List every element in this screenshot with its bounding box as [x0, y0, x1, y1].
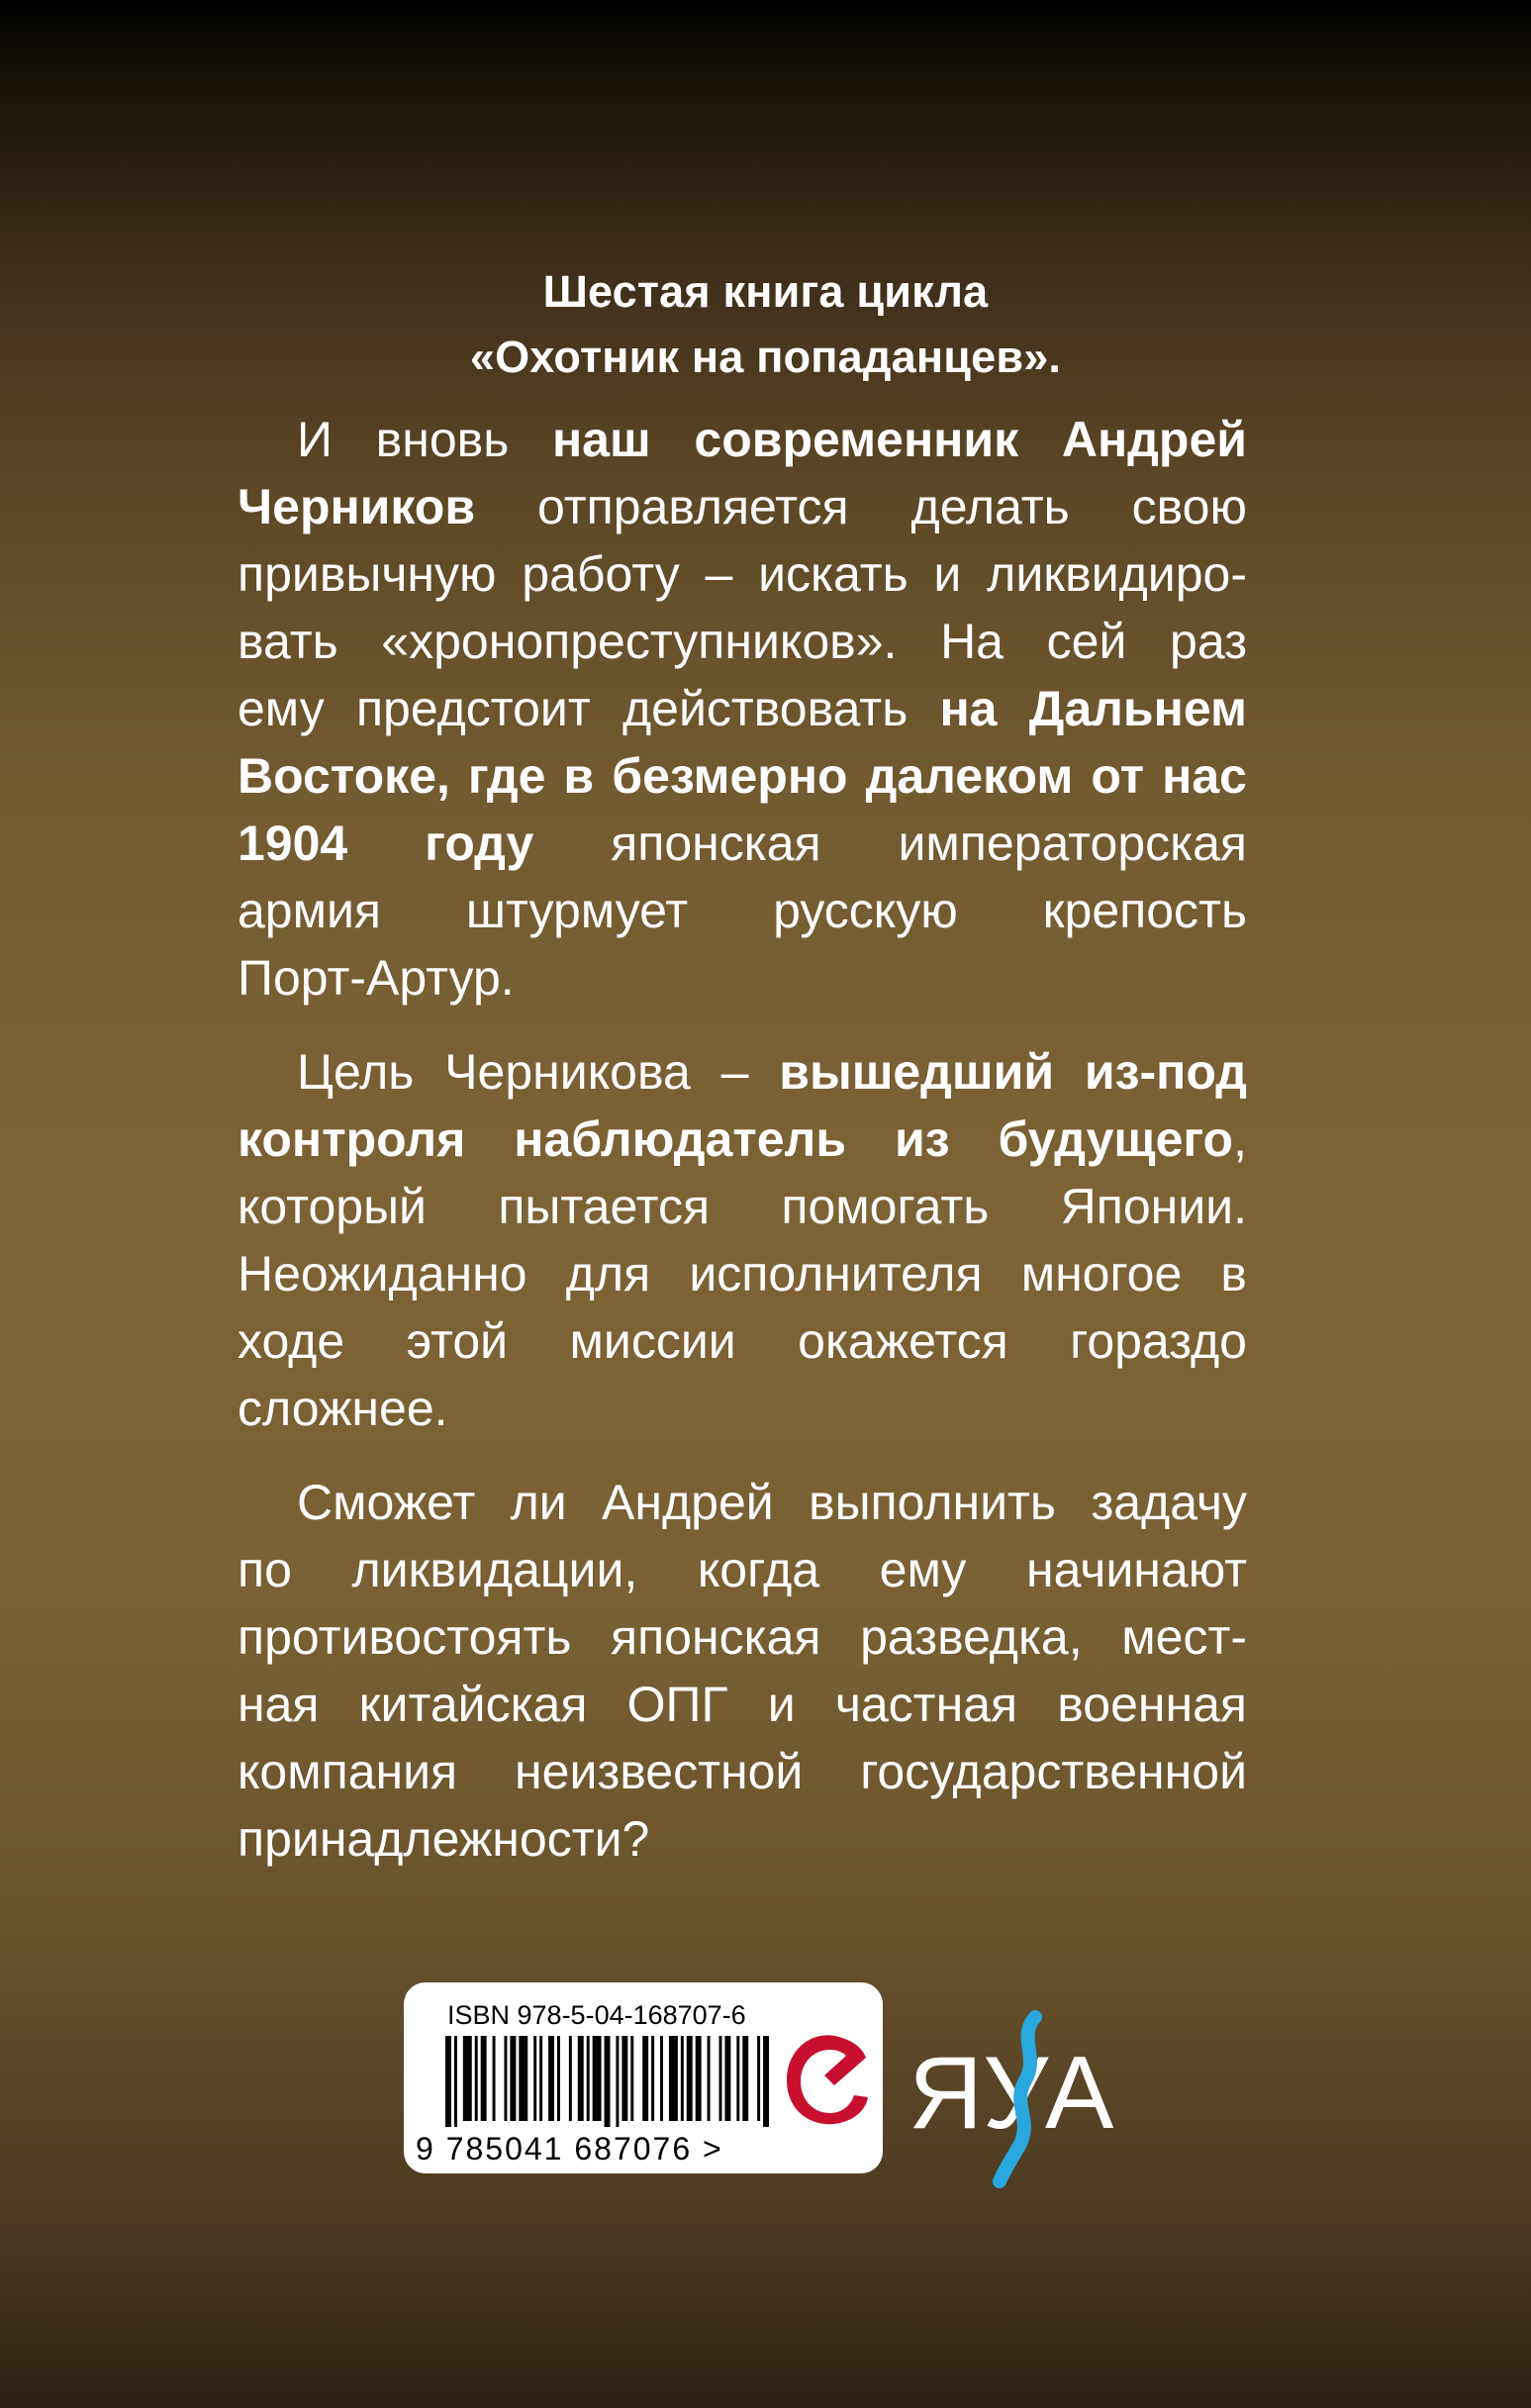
- barcode-bar: [463, 2036, 472, 2121]
- barcode-bar: [605, 2036, 611, 2127]
- annotation-text: [238, 406, 1247, 1899]
- barcode-bar: [687, 2036, 693, 2121]
- barcode-bar: [669, 2036, 678, 2121]
- p3-line-1: Сможет ли Андрей выполнить задачу: [297, 1475, 1247, 1530]
- barcode-bar: [708, 2036, 711, 2121]
- barcode-bar: [724, 2036, 730, 2121]
- p1-line-1: [238, 406, 1247, 473]
- paragraph-3: [238, 1469, 1247, 1873]
- barcode-bar: [557, 2036, 560, 2121]
- p1-line-6: [238, 742, 1247, 810]
- p2-line-1-bold: вышедший из-под: [779, 1044, 1247, 1100]
- barcode-bar: [454, 2036, 457, 2127]
- paragraph-1: [238, 406, 1247, 1011]
- barcode-bar: [763, 2036, 769, 2127]
- p2-line-4: Неожиданно для исполнителя многое в: [238, 1246, 1247, 1301]
- barcode-bar: [533, 2036, 536, 2121]
- isbn-barcode-block: [404, 1982, 883, 2173]
- p2-line-2: [238, 1106, 1247, 1173]
- p2-line-5: ходе этой миссии окажется гораздо: [238, 1313, 1247, 1369]
- heading-line-2: «Охотник на попаданцев».: [469, 332, 1062, 382]
- eksmo-logo-icon: [775, 2026, 874, 2135]
- p2-line-2-text: ,: [1233, 1111, 1247, 1167]
- p3-line-6: принадлежности?: [238, 1811, 650, 1867]
- p1-line-5-bold: на Дальнем: [939, 681, 1247, 736]
- p1-line-8: армия штурмует русскую крепость: [238, 883, 1247, 938]
- isbn-label: ISBN 978-5-04-168707-6: [447, 2000, 746, 2030]
- barcode-bar: [622, 2036, 627, 2121]
- p1-line-4: вать «хронопреступников». На сей раз: [238, 614, 1247, 669]
- barcode-digits: 9 785041 687076 >: [416, 2131, 723, 2167]
- barcode-bar: [519, 2036, 527, 2121]
- p3-line-5: компания неизвестной государственной: [238, 1744, 1247, 1799]
- barcode-bar: [696, 2036, 702, 2121]
- p3-line-3: противостоять японская разведка, мест-: [238, 1609, 1247, 1665]
- yauza-logo-svg: [909, 1997, 1116, 2185]
- barcode-bar: [616, 2036, 619, 2127]
- p1-line-1-bold: наш современник Андрей: [551, 412, 1247, 467]
- eksmo-logo-shape: [787, 2035, 868, 2124]
- p1-line-3: привычную работу – искать и ликвидиро-: [238, 546, 1247, 602]
- publisher-name-right: А: [1045, 2036, 1114, 2151]
- p3-line-4: ная китайская ОПГ и частная военная: [238, 1677, 1247, 1732]
- barcode-bar: [481, 2036, 487, 2121]
- barcode-bar: [660, 2036, 663, 2121]
- barcode-bar: [651, 2036, 654, 2121]
- p1-line-6-bold: Востоке, где в безмерно далеком от нас: [238, 748, 1247, 804]
- barcode-bar: [578, 2036, 584, 2121]
- yauza-logo-icon: [909, 1997, 1116, 2185]
- barcode-bar: [736, 2036, 739, 2121]
- barcode-bar: [630, 2036, 633, 2121]
- barcode-bar: [593, 2036, 602, 2121]
- p2-line-6: сложнее.: [238, 1381, 448, 1436]
- p2-line-2-bold: контроля наблюдатель из будущего: [238, 1111, 1234, 1167]
- barcode-bar: [742, 2036, 748, 2121]
- barcode-bar: [681, 2036, 684, 2121]
- barcode-bar: [445, 2036, 451, 2127]
- barcode-bar: [493, 2036, 496, 2121]
- p1-line-2-text: отправляется делать свою: [475, 479, 1247, 534]
- publisher-name-left: ЯУ: [909, 2036, 1049, 2151]
- series-heading: [0, 259, 1531, 390]
- barcode-bar: [504, 2036, 507, 2121]
- barcode-bar: [539, 2036, 542, 2121]
- barcode-bar: [510, 2036, 516, 2121]
- p1-line-2: [238, 473, 1247, 540]
- p1-line-7: [238, 810, 1247, 877]
- p1-line-7-bold: 1904 году: [238, 816, 534, 871]
- p3-line-2: по ликвидации, когда ему начинают: [238, 1542, 1247, 1597]
- barcode-bar: [548, 2036, 554, 2121]
- barcode-bar: [475, 2036, 478, 2121]
- barcode-bar: [757, 2036, 760, 2121]
- barcode-icon: [445, 2036, 772, 2127]
- barcode-bar: [587, 2036, 590, 2121]
- p1-line-2-bold: Черников: [238, 479, 476, 534]
- p1-line-5-text: ему предстоит действовать: [238, 681, 940, 736]
- heading-line-1: Шестая книга цикла: [542, 266, 989, 317]
- p2-line-3: который пытается помогать Японии.: [238, 1179, 1247, 1234]
- p1-line-1-text: И вновь: [297, 412, 552, 467]
- p1-line-7-text: японская императорская: [533, 816, 1247, 871]
- barcode-bar: [718, 2036, 721, 2121]
- p1-line-5: [238, 675, 1247, 742]
- barcode-bar: [642, 2036, 648, 2121]
- p2-line-1: [238, 1038, 1247, 1106]
- p1-line-9: Порт-Артур.: [238, 950, 515, 1006]
- paragraph-2: [238, 1038, 1247, 1442]
- p2-line-1-text: Цель Черникова –: [297, 1044, 780, 1100]
- barcode-bar: [569, 2036, 572, 2121]
